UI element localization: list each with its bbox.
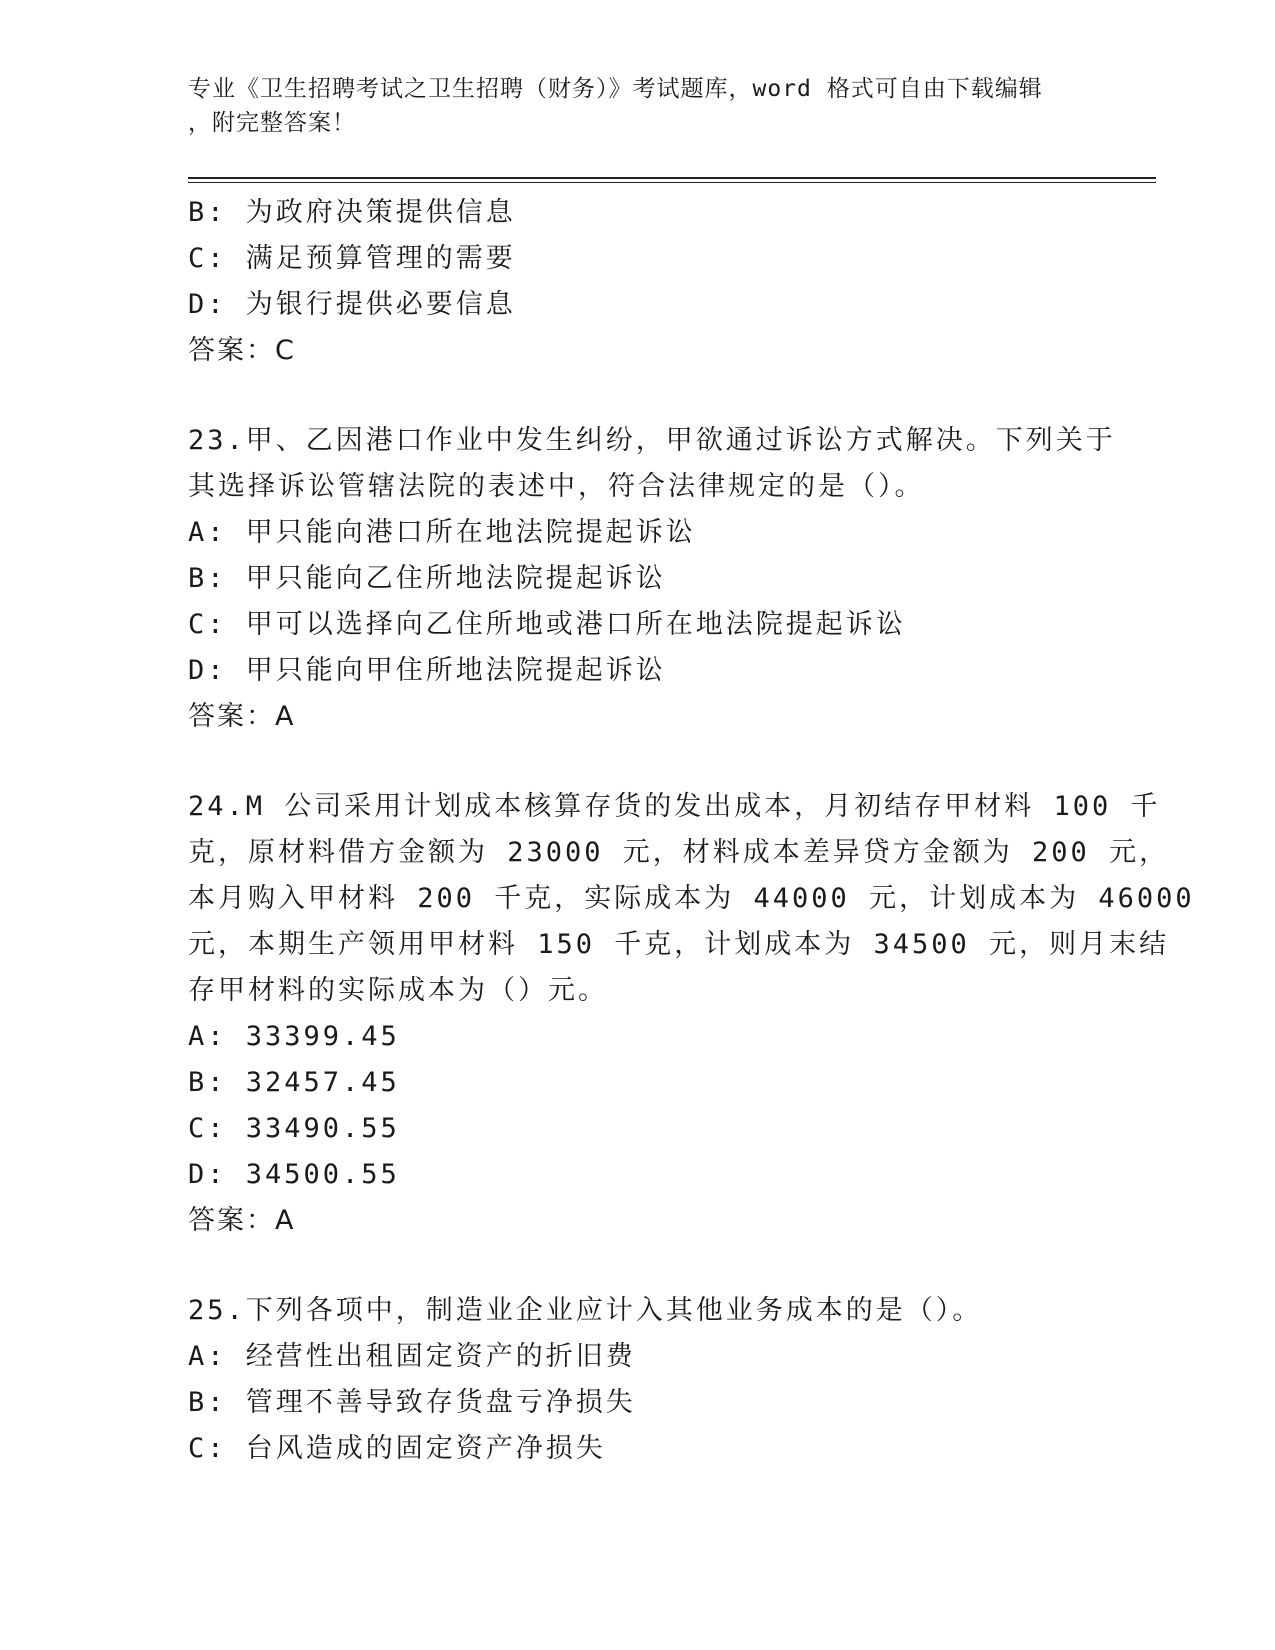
answer-line: 答案：C — [188, 335, 296, 366]
option-a: A: 33399.45 — [188, 1021, 400, 1052]
spacer — [188, 1244, 1088, 1288]
spacer — [188, 374, 1088, 418]
question-22-tail — [188, 190, 1088, 374]
option-c: C: 满足预算管理的需要 — [188, 243, 516, 274]
question-25 — [188, 1288, 1088, 1472]
option-a: A: 甲只能向港口所在地法院提起诉讼 — [188, 517, 696, 548]
spacer — [188, 740, 1088, 784]
option-b: B: 32457.45 — [188, 1067, 400, 1098]
document-body — [188, 190, 1195, 1472]
answer-line: 答案：A — [188, 701, 296, 732]
option-a: A: 经营性出租固定资产的折旧费 — [188, 1341, 636, 1372]
document-header — [188, 72, 1088, 140]
question-stem-line: 25.下列各项中，制造业企业应计入其他业务成本的是（）。 — [188, 1295, 983, 1326]
option-b: B: 甲只能向乙住所地法院提起诉讼 — [188, 563, 666, 594]
question-stem-line: 23.甲、乙因港口作业中发生纠纷，甲欲通过诉讼方式解决。下列关于 — [188, 425, 1116, 456]
question-stem-line: 24.M 公司采用计划成本核算存货的发出成本，月初结存甲材料 100 千 — [188, 791, 1161, 822]
option-b: B: 为政府决策提供信息 — [188, 197, 516, 228]
header-line-2: ，附完整答案！ — [188, 110, 356, 136]
option-b: B: 管理不善导致存货盘亏净损失 — [188, 1387, 636, 1418]
question-stem-line: 存甲材料的实际成本为（）元。 — [188, 975, 608, 1006]
question-stem-line: 克，原材料借方金额为 23000 元，材料成本差异贷方金额为 200 元， — [188, 837, 1170, 868]
question-stem-line: 其选择诉讼管辖法院的表述中，符合法律规定的是（）。 — [188, 471, 925, 502]
header-line-1: 专业《卫生招聘考试之卫生招聘（财务）》考试题库，word 格式可自由下载编辑 — [188, 76, 1043, 102]
question-stem-line: 本月购入甲材料 200 千克，实际成本为 44000 元，计划成本为 46000 — [188, 883, 1195, 914]
option-d: D: 34500.55 — [188, 1159, 400, 1190]
answer-line: 答案：A — [188, 1205, 296, 1236]
question-stem-line: 元，本期生产领用甲材料 150 千克，计划成本为 34500 元，则月末结 — [188, 929, 1170, 960]
option-d: D: 甲只能向甲住所地法院提起诉讼 — [188, 655, 666, 686]
header-divider-thick — [188, 177, 1156, 179]
option-c: C: 甲可以选择向乙住所地或港口所在地法院提起诉讼 — [188, 609, 906, 640]
option-d: D: 为银行提供必要信息 — [188, 289, 516, 320]
question-23 — [188, 418, 1116, 740]
option-c: C: 台风造成的固定资产净损失 — [188, 1433, 606, 1464]
question-24 — [188, 784, 1195, 1244]
header-divider-thin — [188, 182, 1156, 183]
option-c: C: 33490.55 — [188, 1113, 400, 1144]
